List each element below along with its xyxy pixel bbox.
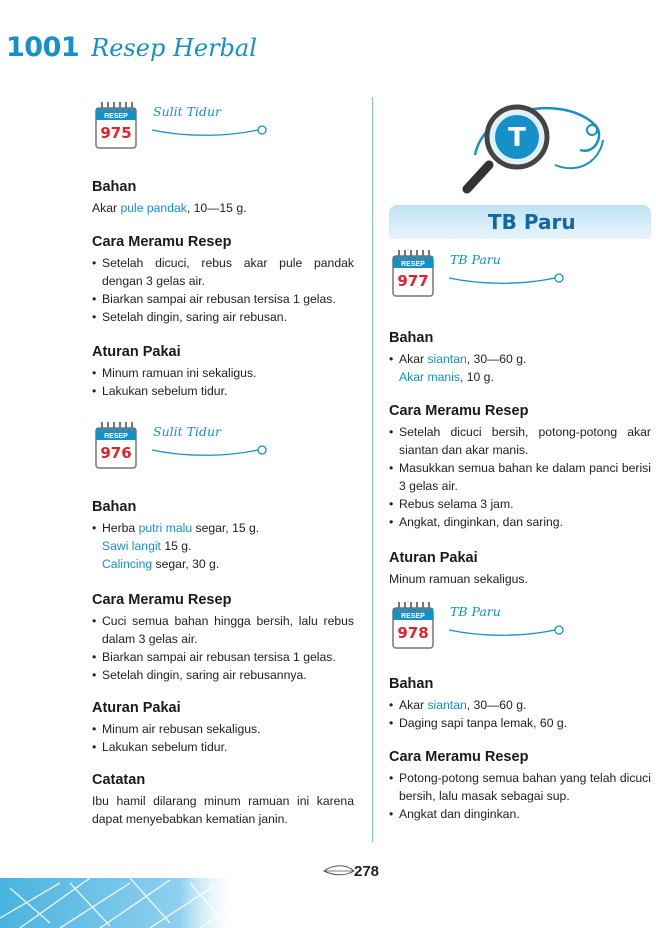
list-item: • Potong-potong semua bahan yang telah dicuci bersih, lalu masak sebagai sup.	[389, 769, 651, 805]
brand-number: 1001	[6, 32, 80, 63]
section-heading: Aturan Pakai	[389, 550, 478, 566]
list-item: • Setelah dicuci, rebus akar pule pandak dengan 3 gelas air.	[92, 254, 354, 290]
list-item: • Angkat dan dinginkan.	[389, 805, 651, 823]
brand-script-title: Resep Herbal	[91, 34, 257, 62]
list-item: • Minum ramuan ini sekaligus.	[92, 364, 354, 382]
calendar-icon	[92, 98, 140, 152]
calendar-icon	[389, 598, 437, 652]
section-heading: Cara Meramu Resep	[389, 749, 529, 765]
recipe-number: 976	[100, 444, 132, 462]
list-item: • Rebus selama 3 jam.	[389, 495, 651, 513]
recipe-name: Sulit Tidur	[153, 424, 221, 439]
feather-ornament-icon	[322, 864, 356, 878]
list-item: • Lakukan sebelum tidur.	[92, 738, 354, 756]
recipe-975-header	[92, 92, 352, 154]
calendar-icon	[92, 418, 140, 472]
aturan-977	[389, 548, 651, 588]
note-text: Ibu hamil dilarang minum ramuan ini karena dapat menyebabkan kematian janin.	[92, 794, 354, 826]
swirl-ornament	[150, 440, 270, 464]
list-item: • Setelah dicuci bersih, potong-potong akar siantan dan akar manis.	[389, 423, 651, 459]
list-item: • Biarkan sampai air rebusan tersisa 1 gelas.	[92, 290, 354, 308]
ingredient-line: • Akar siantan, 30—60 g.	[389, 696, 651, 714]
page-number: 278	[354, 863, 380, 880]
section-heading: Cara Meramu Resep	[92, 234, 232, 250]
list-item: • Biarkan sampai air rebusan tersisa 1 gelas.	[92, 648, 354, 666]
cara-976	[92, 590, 354, 684]
section-heading: Bahan	[389, 330, 434, 346]
section-heading: Catatan	[92, 772, 146, 788]
calendar-label: RESEP	[401, 613, 425, 620]
list-item: • Angkat, dinginkan, dan saring.	[389, 513, 651, 531]
bahan-975	[92, 177, 354, 217]
section-letter: T	[508, 123, 526, 153]
usage-text: Minum ramuan sekaligus.	[389, 572, 528, 586]
section-heading: Bahan	[92, 499, 137, 515]
section-heading: Aturan Pakai	[92, 344, 181, 360]
bahan-976	[92, 497, 354, 573]
swirl-ornament	[447, 268, 567, 292]
calendar-icon	[389, 246, 437, 300]
section-heading: Cara Meramu Resep	[92, 592, 232, 608]
magnifier-icon	[455, 95, 605, 205]
column-divider	[372, 97, 373, 842]
leaf-pattern-footer	[0, 878, 656, 928]
list-item: • Lakukan sebelum tidur.	[92, 382, 354, 400]
calendar-label: RESEP	[401, 261, 425, 268]
ingredient-line: Akar manis, 10 g.	[399, 370, 494, 384]
recipe-976-header	[92, 412, 352, 474]
ingredient-line: • Akar siantan, 30—60 g.	[389, 350, 651, 368]
section-heading: Bahan	[92, 179, 137, 195]
aturan-976	[92, 698, 354, 756]
calendar-label: RESEP	[104, 113, 128, 120]
recipe-977-header	[389, 240, 649, 302]
ingredient-line: • Daging sapi tanpa lemak, 60 g.	[389, 714, 651, 732]
recipe-978-header	[389, 592, 649, 654]
recipe-number: 978	[397, 624, 429, 642]
cara-977	[389, 401, 651, 531]
ingredient-line: Sawi langit 15 g.	[102, 539, 192, 553]
section-heading: Cara Meramu Resep	[389, 403, 529, 419]
bahan-977	[389, 328, 651, 386]
list-item: • Setelah dingin, saring air rebusan.	[92, 308, 354, 326]
catatan	[92, 770, 354, 828]
bahan-978	[389, 674, 651, 732]
recipe-number: 975	[100, 124, 132, 142]
list-item: • Setelah dingin, saring air rebusannya.	[92, 666, 354, 684]
ingredient-line: Calincing segar, 30 g.	[102, 557, 220, 571]
list-item: • Masukkan semua bahan ke dalam panci berisi 3 gelas air.	[389, 459, 651, 495]
page-header	[6, 22, 257, 62]
swirl-ornament	[447, 620, 567, 644]
list-item: • Minum air rebusan sekaligus.	[92, 720, 354, 738]
section-heading: Aturan Pakai	[92, 700, 181, 716]
cara-975	[92, 232, 354, 326]
aturan-975	[92, 342, 354, 400]
ingredient-line: Akar pule pandak, 10—15 g.	[92, 201, 247, 215]
recipe-name: Sulit Tidur	[153, 104, 221, 119]
list-item: • Cuci semua bahan hingga bersih, lalu rebus dalam 3 gelas air.	[92, 612, 354, 648]
recipe-name: TB Paru	[450, 604, 501, 619]
recipe-name: TB Paru	[450, 252, 501, 267]
recipe-number: 977	[397, 272, 429, 290]
cara-978	[389, 747, 651, 823]
calendar-label: RESEP	[104, 433, 128, 440]
swirl-ornament	[150, 120, 270, 144]
section-title: TB Paru	[488, 210, 576, 234]
ingredient-line: • Herba putri malu segar, 15 g.	[92, 519, 354, 537]
section-heading: Bahan	[389, 676, 434, 692]
